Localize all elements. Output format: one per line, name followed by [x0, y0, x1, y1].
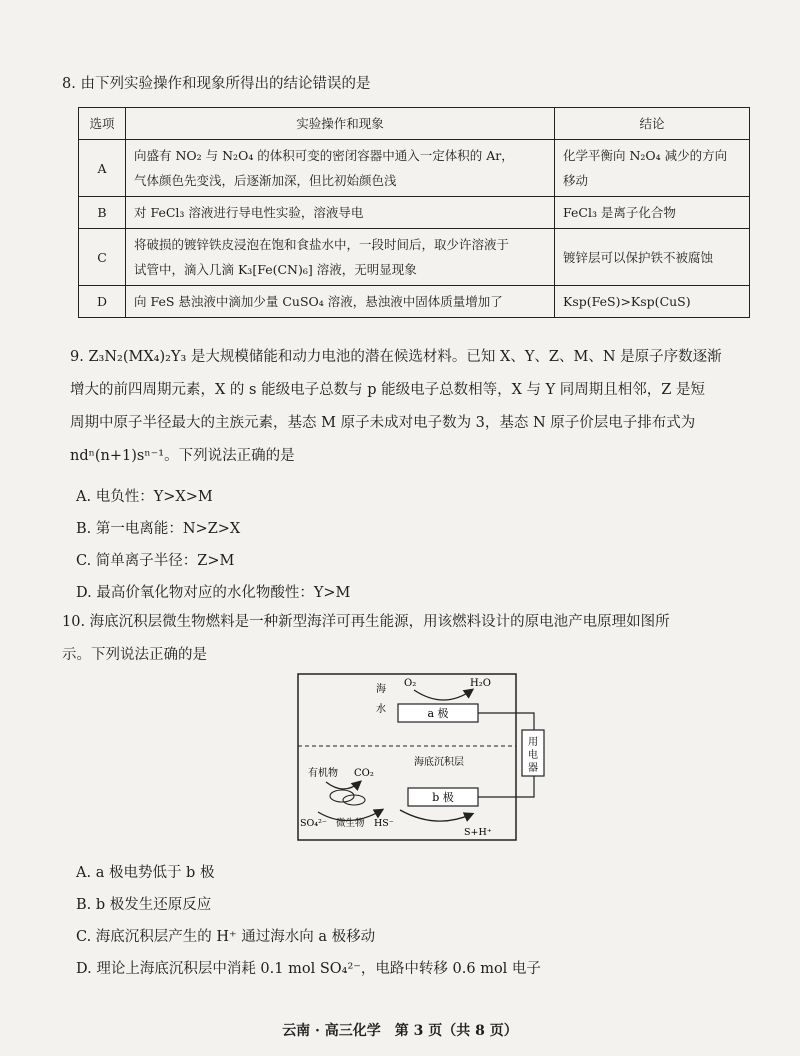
microbe-cell [330, 790, 354, 802]
row-option: D [79, 286, 126, 318]
microbe-label: 微生物 [336, 818, 365, 829]
header-conclusion: 结论 [555, 108, 750, 140]
device-char: 用 [528, 737, 538, 748]
row-operation [126, 229, 555, 286]
wire-b [478, 776, 534, 797]
question-10-stem [62, 606, 752, 672]
wire-a [478, 713, 534, 730]
header-operation: 实验操作和现象 [126, 108, 555, 140]
row-conclusion-line: 移动 [563, 173, 589, 188]
stem-line: ndⁿ(n+1)sⁿ⁻¹。下列说法正确的是 [70, 448, 295, 464]
experiment-table [78, 107, 750, 318]
organic-label: 有机物 [308, 768, 338, 779]
page-footer: 云南 · 高三化学 第 3 页（共 8 页） [282, 1023, 518, 1039]
row-option: B [79, 197, 126, 229]
sediment-label: 海底沉积层 [414, 757, 464, 768]
q10-option-b[interactable]: B. b 极发生还原反应 [76, 897, 212, 913]
products-label: S+H⁺ [464, 827, 492, 838]
row-conclusion: FeCl₃ 是离子化合物 [555, 197, 750, 229]
stem-line: 增大的前四周期元素，X 的 s 能级电子总数与 p 能级电子总数相等，X 与 Y 同周期且相邻，Z 是短 [70, 382, 705, 398]
device-char: 电 [528, 750, 538, 761]
stem-line: 10. 海底沉积层微生物燃料是一种新型海洋可再生能源，用该燃料设计的原电池产电原理如图所 [62, 614, 670, 630]
table-row [79, 229, 750, 286]
row-operation-line: 将破损的镀锌铁皮浸泡在饱和食盐水中，一段时间后，取少许溶液于 [134, 237, 510, 252]
battery-diagram [296, 672, 546, 844]
table-header-row [79, 108, 750, 140]
row-conclusion-line: 化学平衡向 N₂O₄ 减少的方向 [563, 148, 728, 163]
row-conclusion [555, 140, 750, 197]
q9-option-b[interactable]: B. 第一电离能：N>Z>X [76, 521, 241, 537]
o2-label: O₂ [404, 678, 417, 689]
table-row [79, 197, 750, 229]
row-option: A [79, 140, 126, 197]
row-conclusion: 镀锌层可以保护铁不被腐蚀 [555, 229, 750, 286]
row-conclusion: Ksp(FeS)>Ksp(CuS) [555, 286, 750, 318]
seawater-char: 水 [376, 704, 386, 715]
row-operation [126, 140, 555, 197]
container-box [298, 674, 516, 840]
sulfide-oxidation-arrow [400, 810, 472, 821]
hs-label: HS⁻ [374, 818, 394, 829]
question-8-stem: 8. 由下列实验操作和现象所得出的结论错误的是 [62, 76, 371, 92]
electrode-b-label: b 极 [432, 791, 454, 804]
h2o-label: H₂O [470, 678, 491, 689]
stem-line: 9. Z₃N₂(MX₄)₂Y₃ 是大规模储能和动力电池的潜在候选材料。已知 X、Y、Z、M、N 是原子序数逐渐 [70, 349, 722, 365]
row-option: C [79, 229, 126, 286]
question-9-stem [70, 341, 760, 473]
row-operation-line: 试管中，滴入几滴 K₃[Fe(CN)₆] 溶液，无明显现象 [134, 262, 417, 277]
table-row [79, 286, 750, 318]
q9-option-d[interactable]: D. 最高价氧化物对应的水化物酸性：Y>M [76, 585, 351, 601]
device-char: 器 [528, 763, 538, 774]
header-option: 选项 [79, 108, 126, 140]
row-operation-line: 向盛有 NO₂ 与 N₂O₄ 的体积可变的密闭容器中通入一定体积的 Ar， [134, 148, 514, 163]
oxidation-arrow [326, 782, 360, 789]
row-operation: 对 FeCl₃ 溶液进行导电性实验，溶液导电 [126, 197, 555, 229]
table-row [79, 140, 750, 197]
q9-option-c[interactable]: C. 简单离子半径：Z>M [76, 553, 235, 569]
stem-line: 示。下列说法正确的是 [62, 647, 207, 663]
q10-option-d[interactable]: D. 理论上海底沉积层中消耗 0.1 mol SO₄²⁻，电路中转移 0.6 mol 电子 [76, 961, 541, 977]
seawater-char: 海 [376, 684, 386, 695]
q10-option-a[interactable]: A. a 极电势低于 b 极 [76, 865, 215, 881]
stem-line: 周期中原子半径最大的主族元素，基态 M 原子未成对电子数为 3，基态 N 原子价层电子排布式为 [70, 415, 696, 431]
row-operation-line: 气体颜色先变浅，后逐渐加深，但比初始颜色浅 [134, 173, 397, 188]
reduction-arrow [414, 690, 472, 700]
q10-option-c[interactable]: C. 海底沉积层产生的 H⁺ 通过海水向 a 极移动 [76, 929, 376, 945]
electrode-a-label: a 极 [427, 707, 449, 720]
sulfate-label: SO₄²⁻ [300, 818, 327, 829]
co2-label: CO₂ [354, 768, 374, 779]
q9-option-a[interactable]: A. 电负性：Y>X>M [76, 489, 213, 505]
row-operation: 向 FeS 悬浊液中滴加少量 CuSO₄ 溶液，悬浊液中固体质量增加了 [126, 286, 555, 318]
